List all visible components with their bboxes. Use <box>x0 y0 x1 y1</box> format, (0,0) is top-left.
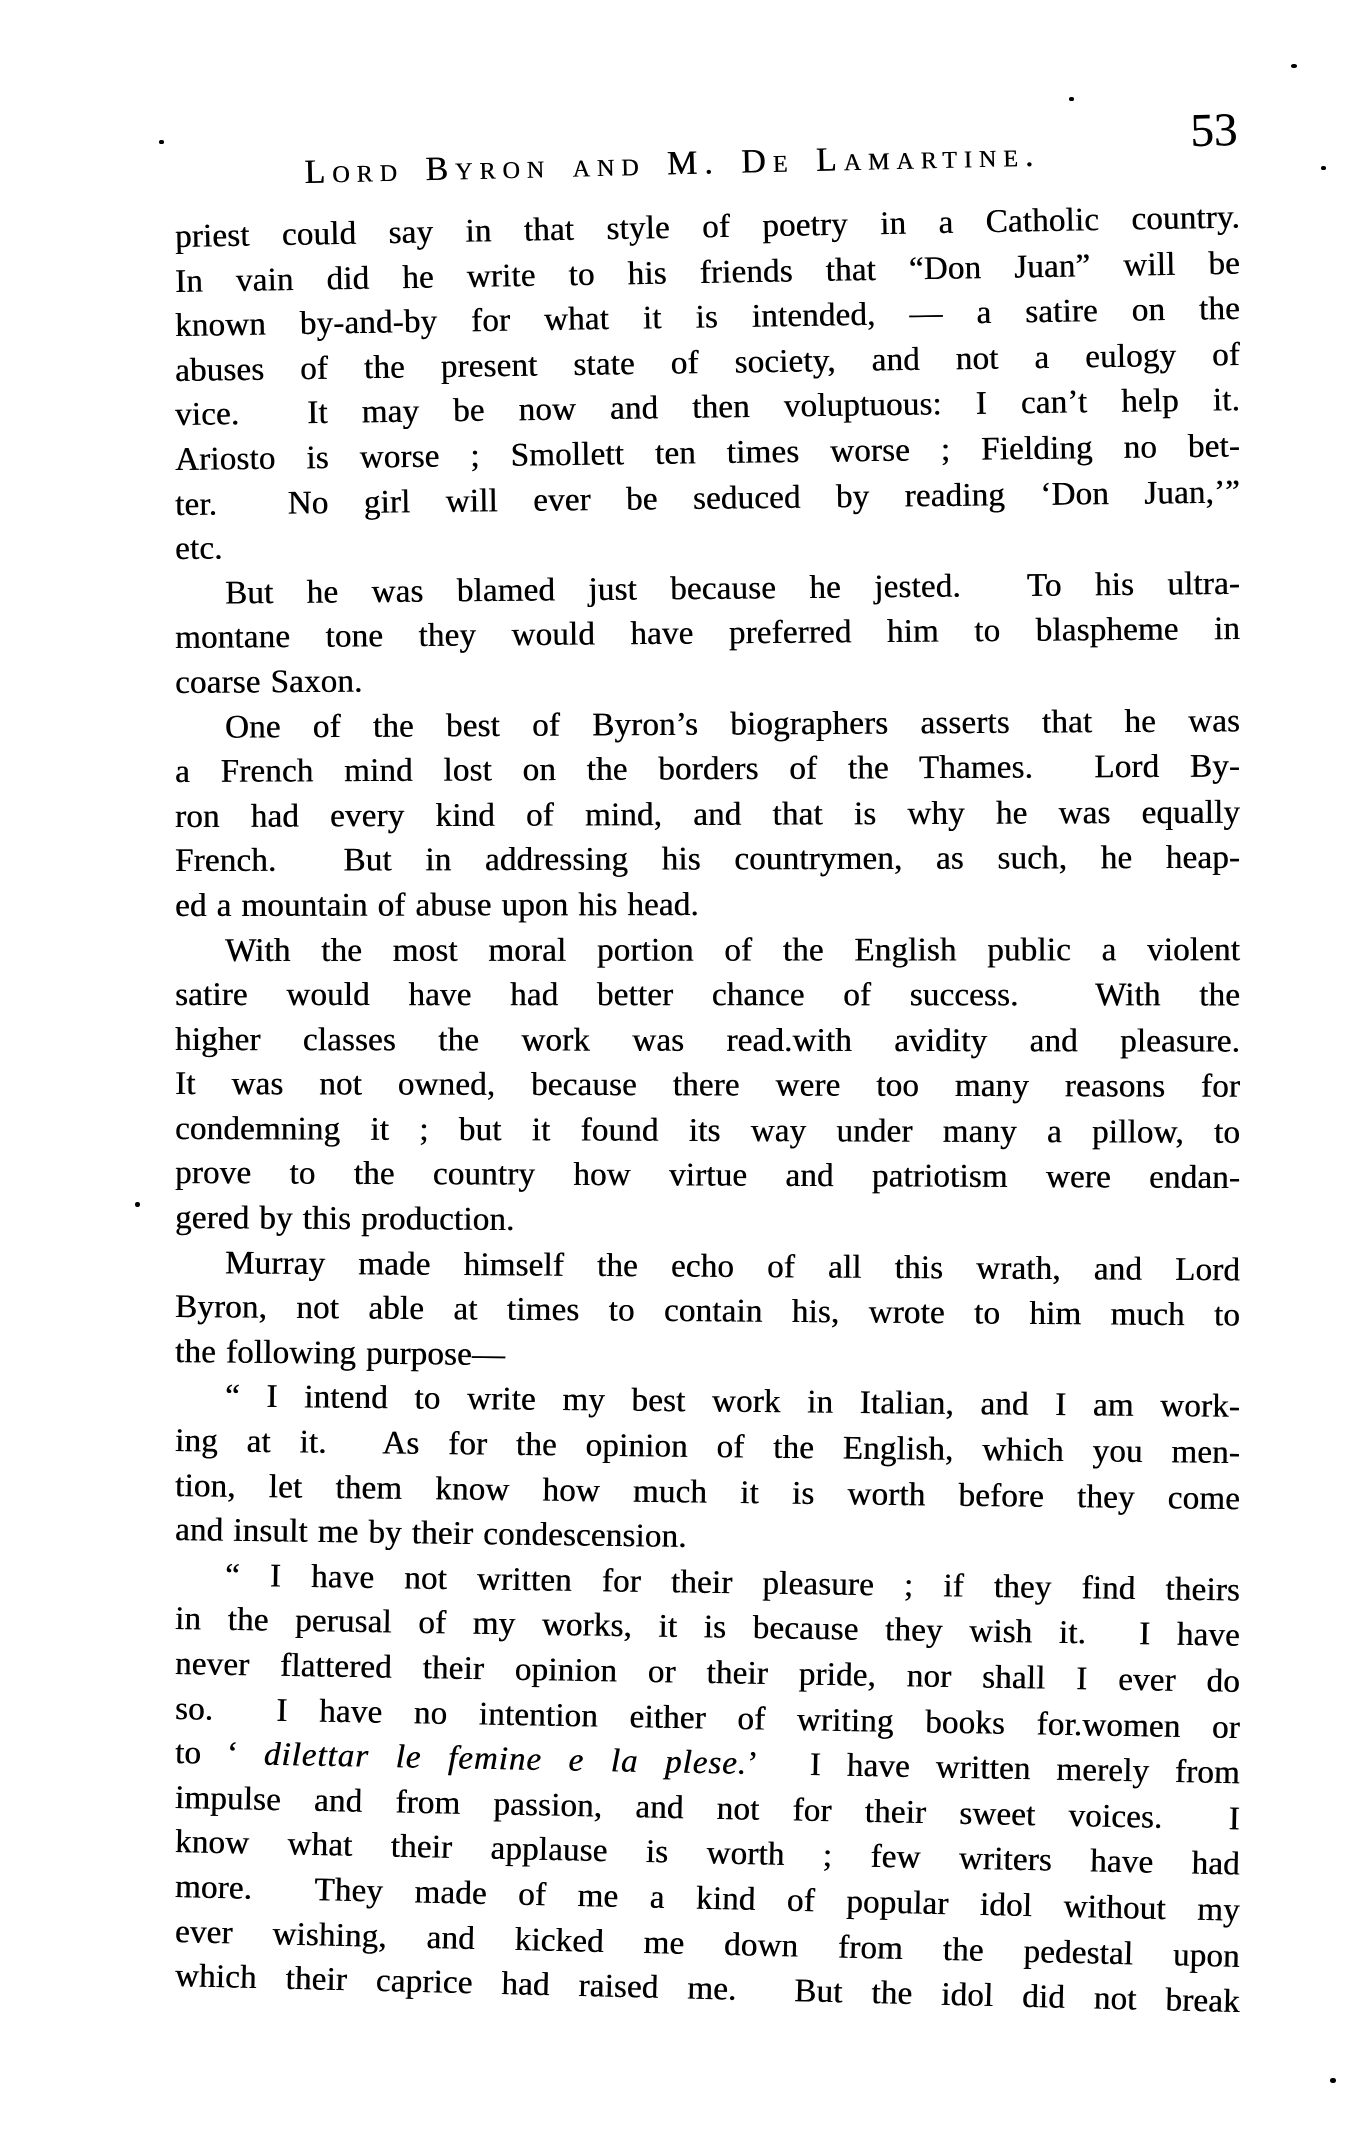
text-line: In vain did he write to his friends that “Don Juan” will be <box>174 245 1241 300</box>
text-line: It was not owned, because there were too many reasons for <box>174 1066 1241 1105</box>
italic-phrase: dilettar le femine e la plese. <box>263 1736 748 1783</box>
text-line: ever wishing, and kicked me down from the pedestal upon <box>174 1913 1241 1975</box>
text-line: coarse Saxon. <box>174 663 363 701</box>
text-line: prove to the country how virtue and patriotism were endan- <box>174 1155 1241 1197</box>
text-line: etc. <box>174 530 223 568</box>
text-line: ed a mountain of abuse upon his head. <box>174 886 699 924</box>
text-line: French. But in addressing his countrymen, as such, he heap- <box>174 840 1241 880</box>
text-line: condemning it ; but it found its way under many a pillow, to <box>174 1110 1241 1151</box>
text-segment: to ‘ <box>174 1735 265 1773</box>
text-line: and insult me by their condescension. <box>174 1512 687 1556</box>
text-line: ron had every kind of mind, and that is why he was equally <box>174 794 1241 835</box>
text-line: abuses of the present state of society, and not a eulogy of <box>174 336 1241 389</box>
text-line: a French mind lost on the borders of the Thames. Lord By- <box>174 748 1241 791</box>
text-line: Byron, not able at times to contain his, wrote to him much to <box>174 1289 1241 1334</box>
page-title: Lord Byron and M. De Lamartine. <box>303 136 1041 191</box>
scan-speck <box>1291 64 1297 68</box>
text-line: in the perusal of my works, it is because they wish it. I have <box>174 1601 1241 1655</box>
text-line: never flattered their opinion or their pride, nor shall I ever do <box>174 1646 1241 1700</box>
text-line: ter. No girl will ever be seduced by reading ‘Don Juan,’” <box>174 474 1241 523</box>
text-line: Ariosto is worse ; Smollett ten times worse ; Fielding no bet- <box>174 428 1241 478</box>
text-line: montane tone they would have preferred him to blaspheme in <box>174 611 1241 657</box>
scan-speck <box>1330 2078 1336 2083</box>
text-line: higher classes the work was read.with avidity and pleasure. <box>174 1021 1241 1060</box>
text-block <box>174 199 1241 2021</box>
page-number: 53 <box>1189 103 1238 158</box>
text-line: ing at it. As for the opinion of the English, which you men- <box>174 1423 1241 1472</box>
scan-speck <box>1321 166 1326 170</box>
text-line: priest could say in that style of poetry in a Catholic country. <box>174 199 1241 255</box>
scan-speck <box>159 140 164 144</box>
text-line: impulse and from passion, and not for their sweet voices. I <box>174 1779 1241 1838</box>
text-line: “ I have not written for their pleasure ; if they find theirs <box>224 1557 1241 1609</box>
text-line: gered by this production. <box>174 1200 515 1239</box>
text-line: known by-and-by for what it is intended, — a satire on the <box>174 291 1241 345</box>
text-segment: ’ I have written merely from <box>746 1746 1241 1792</box>
text-line: more. They made of me a kind of popular idol without my <box>174 1868 1241 1929</box>
text-line: so. I have no intention either of writing books for.women or <box>174 1690 1241 1746</box>
text-line: which their caprice had raised me. But the idol did not break <box>174 1958 1241 2021</box>
text-line: satire would have had better chance of success. With the <box>174 977 1241 1014</box>
text-line: One of the best of Byron’s biographers asserts that he was <box>224 702 1241 746</box>
text-line: “ I intend to write my best work in Italian, and I am work- <box>224 1378 1241 1426</box>
text-line: Murray made himself the echo of all this wrath, and Lord <box>224 1245 1241 1288</box>
running-header <box>174 103 1240 198</box>
scan-speck <box>1069 97 1074 101</box>
text-line: know what their applause is worth ; few writers have had <box>174 1824 1241 1883</box>
text-line: the following purpose— <box>174 1333 506 1373</box>
scan-speck <box>135 1202 140 1207</box>
text-line: With the most moral portion of the English public a violent <box>224 931 1241 969</box>
text-line: tion, let them know how much it is worth before they come <box>174 1467 1241 1517</box>
text-line: vice. It may be now and then voluptuous: I can’t help it. <box>174 382 1241 434</box>
text-line: But he was blamed just because he jested. To his ultra- <box>224 565 1241 612</box>
